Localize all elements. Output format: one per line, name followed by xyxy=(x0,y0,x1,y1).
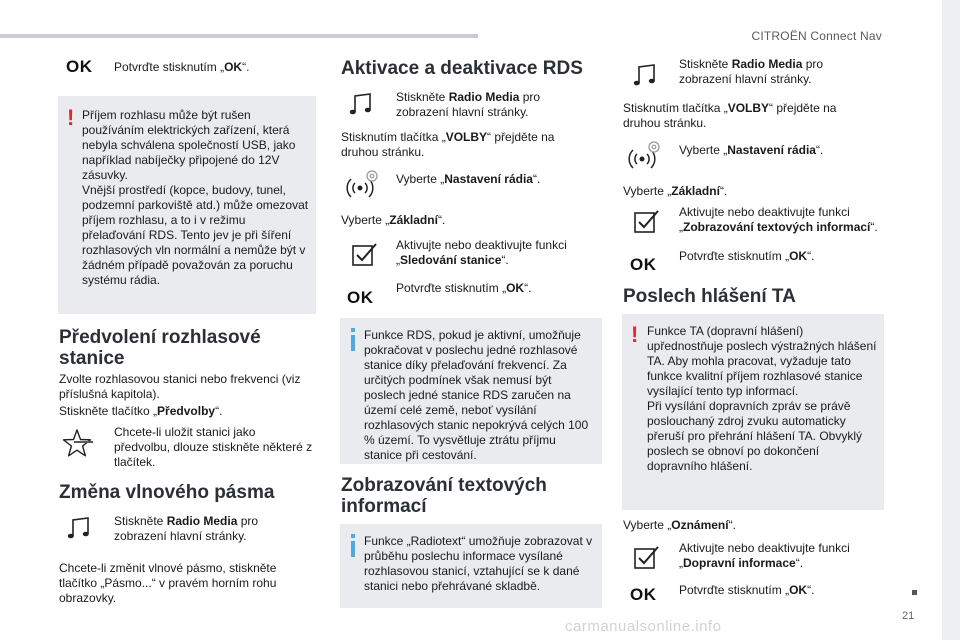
rds-heading: Aktivace a deaktivace RDS xyxy=(341,58,583,79)
checkbox-icon xyxy=(634,208,660,234)
rds-info-text: Funkce RDS, pokud je aktivní, umožňuje pokračovat v poslechu jedné rozhlasové stanice díky přelaďování frekvencí. Za určitých podmínek však nemusí být poslech jedné stanice RDS zaručen na území celé země, neboť vysílání rozhlasových stanic nepokrývá celých 100 % území. To vysvětluje ztrátu příjmu stanice při cestování. xyxy=(364,328,589,462)
band-heading: Změna vlnového pásma xyxy=(59,482,275,503)
confirm-ok-step: Potvrďte stisknutím „OK“. xyxy=(114,60,250,74)
warning-text: Příjem rozhlasu může být rušen používáním elektrických zařízení, která nebyla schválena společností USB, jako například nabíječky připojené do 12V zásuvky. Vnější prostředí (kopce, budovy, tunel, podzemní parkoviště atd.) může omezovat příjem rozhlasu, a to i v režimu přelaďování RDS. Tento jev je při šíření rozhlasových vln normální a nemůže být v žádném případě považován za poruchu systému rádia. xyxy=(82,108,309,287)
radio-signal-icon xyxy=(625,140,661,176)
radiotext-info-text: Funkce „Radiotext“ umožňuje zobrazovat v průběhu poslechu informace vysílané rozhlasovou stanicí, vztahující se k dané stanici nebo přehrávané skladbě. xyxy=(364,534,593,593)
ta-warning-text: Funkce TA (dopravní hlášení) upřednostňuje poslech výstražných hlášení TA. Aby mohla pracovat, vyžaduje tato funkce kvalitní příjem rozhlasové stanice vysílající tento typ informací. Při vysílání dopravních zpráv se právě poslouchaný zdroj zvuku automaticky přeruší pro přehrání hlášení TA. Obvyklý poslech se obnoví po dokončení dopravního hlášení. xyxy=(647,324,877,473)
preset-instruction: Zvolte rozhlasovou stanici nebo frekvenci (viz příslušná kapitola). xyxy=(59,372,301,401)
text-basic-text: Vyberte „Základní“. xyxy=(623,184,728,198)
rds-info-box xyxy=(340,318,602,464)
ok-text-icon: OK xyxy=(630,585,657,604)
text-confirm-step: Potvrďte stisknutím „OK“. xyxy=(679,249,815,263)
ok-text-icon: OK xyxy=(347,288,374,307)
rds-settings-step: Vyberte „Nastavení rádia“. xyxy=(396,172,541,186)
ok-text-icon: OK xyxy=(66,57,93,76)
music-note-icon xyxy=(348,91,374,117)
music-note-icon xyxy=(632,62,658,88)
preset-store-step: Chcete-li uložit stanici jako předvolbu, dlouze stiskněte některé z tlačítek. xyxy=(114,425,313,469)
radio-signal-icon xyxy=(343,169,379,205)
band-change-text: Chcete-li změnit vlnové pásmo, stiskněte tlačítko „Pásmo...“ v pravém horním rohu obrazovky. xyxy=(59,561,277,605)
warning-icon: ! xyxy=(631,322,639,347)
music-note-icon xyxy=(66,515,92,541)
preset-heading: Předvolení rozhlasové stanice xyxy=(59,327,261,369)
rds-options-text: Stisknutím tlačítka „VOLBY“ přejděte na druhou stránku. xyxy=(341,130,555,159)
radiotext-heading: Zobrazování textových informací xyxy=(341,475,547,517)
text-options-text: Stisknutím tlačítka „VOLBY“ přejděte na druhou stránku. xyxy=(623,101,837,130)
continue-marker xyxy=(912,590,917,595)
page-number: 21 xyxy=(902,610,915,622)
header-title: CITROËN Connect Nav xyxy=(751,29,882,43)
ta-warning-box xyxy=(622,314,884,510)
ta-announcements-text: Vyberte „Oznámení“. xyxy=(623,518,736,532)
watermark: carmanualsonline.info xyxy=(565,618,722,635)
top-rule xyxy=(0,34,478,38)
info-icon xyxy=(351,335,355,351)
ta-radio-media-step: Stiskněte Radio Media pro zobrazení hlavní stránky. xyxy=(679,57,824,86)
radiotext-info-box xyxy=(340,524,602,608)
star-icon xyxy=(60,427,94,461)
checkbox-icon xyxy=(352,241,378,267)
ok-text-icon: OK xyxy=(630,255,657,274)
ta-heading: Poslech hlášení TA xyxy=(623,286,796,307)
rds-radio-media-step: Stiskněte Radio Media pro zobrazení hlavní stránky. xyxy=(396,90,541,119)
warning-box xyxy=(58,96,316,314)
text-display-step: Aktivujte nebo deaktivujte funkci „Zobrazování textových informací“. xyxy=(679,205,878,234)
preset-button-instruction: Stiskněte tlačítko „Předvolby“. xyxy=(59,404,223,418)
rds-basic-text: Vyberte „Základní“. xyxy=(341,213,446,227)
checkbox-icon xyxy=(634,544,660,570)
band-radio-media-step: Stiskněte Radio Media pro zobrazení hlavní stránky. xyxy=(114,514,259,543)
rds-confirm-step: Potvrďte stisknutím „OK“. xyxy=(396,281,532,295)
warning-icon: ! xyxy=(67,105,75,130)
rds-follow-step: Aktivujte nebo deaktivujte funkci „Sledování stanice“. xyxy=(396,238,567,267)
ta-traffic-step: Aktivujte nebo deaktivujte funkci „Dopravní informace“. xyxy=(679,541,850,570)
text-settings-step: Vyberte „Nastavení rádia“. xyxy=(679,143,824,157)
ta-confirm-step: Potvrďte stisknutím „OK“. xyxy=(679,583,815,597)
right-margin-strip xyxy=(942,0,960,640)
info-icon xyxy=(351,541,355,557)
